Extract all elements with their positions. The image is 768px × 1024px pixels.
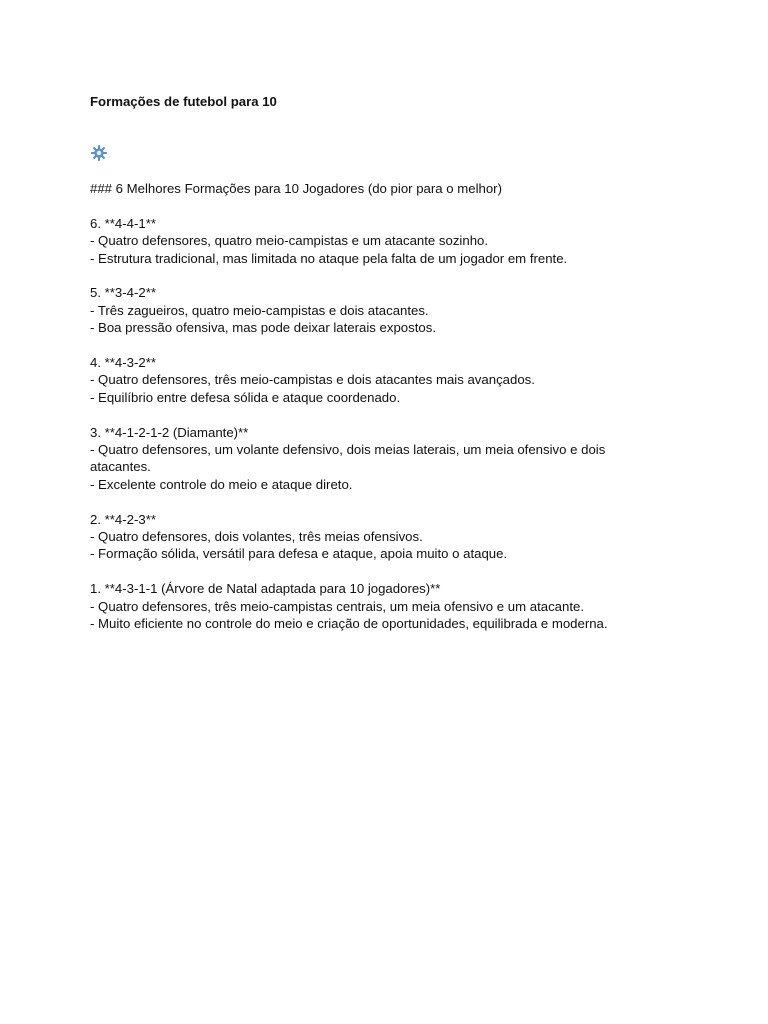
formation-detail: - Quatro defensores, três meio-campistas centrais, um meia ofensivo e um atacante. [90,598,585,614]
formation-detail: - Quatro defensores, dois volantes, três meias ofensivos. [90,529,423,545]
blank-line [90,267,650,284]
blank-line [90,563,650,580]
formation-detail: - Equilíbrio entre defesa sólida e ataque coordenado. [90,389,401,405]
formation-detail: - Quatro defensores, três meio-campistas e dois atacantes mais avançados. [90,372,535,388]
formation-section-4 [90,354,650,406]
blank-line [90,337,650,354]
formation-header: 6. **4-4-1** [90,215,156,231]
formation-detail: - Estrutura tradicional, mas limitada no ataque pela falta de um jogador em frente. [90,250,568,266]
formation-detail: - Três zagueiros, quatro meio-campistas e dois atacantes. [90,302,429,318]
formation-detail: - Boa pressão ofensiva, mas pode deixar laterais expostos. [90,320,436,336]
formation-section-5 [90,284,650,336]
blank-line [90,493,650,510]
formation-section-6 [90,215,650,267]
document-title: Formações de futebol para 10 [90,94,277,109]
formation-section-2 [90,511,650,563]
document-heading: ### 6 Melhores Formações para 10 Jogadores (do pior para o melhor) [90,181,502,196]
blank-line [90,406,650,423]
formation-detail: - Excelente controle do meio e ataque direto. [90,476,353,492]
formation-detail: - Formação sólida, versátil para defesa e ataque, apoia muito o ataque. [90,546,508,562]
formation-section-1 [90,580,650,632]
formation-detail: - Muito eficiente no controle do meio e criação de oportunidades, equilibrada e moderna. [90,616,608,632]
formation-section-3 [90,424,650,494]
gear-icon [90,144,108,162]
formation-detail: - Quatro defensores, quatro meio-campistas e um atacante sozinho. [90,233,489,249]
formation-header: 2. **4-2-3** [90,511,156,527]
formation-header: 5. **3-4-2** [90,285,156,301]
document-body [90,180,650,632]
formation-header: 1. **4-3-1-1 (Árvore de Natal adaptada para 10 jogadores)** [90,581,441,597]
blank-line [90,197,650,214]
formation-header: 4. **4-3-2** [90,355,156,371]
formation-header: 3. **4-1-2-1-2 (Diamante)** [90,424,249,440]
formation-detail: - Quatro defensores, um volante defensivo, dois meias laterais, um meia ofensivo e dois atacantes. [90,442,609,475]
